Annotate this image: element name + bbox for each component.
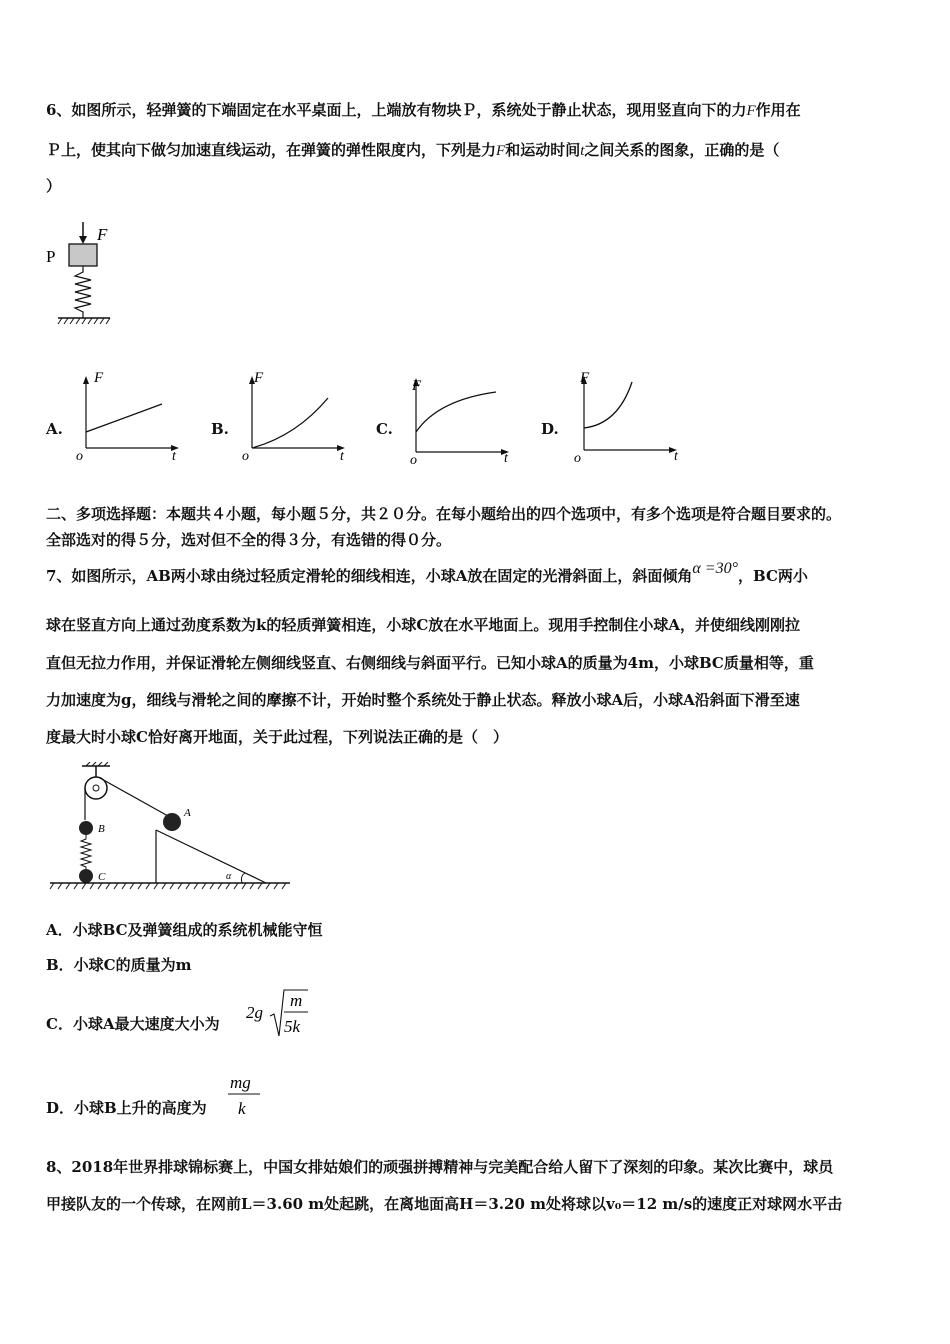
x-axis-label: t — [504, 451, 508, 465]
graph-curve — [584, 382, 632, 428]
q7-line-1-head: 7、如图所示，AB两小球由绕过轻质定滑轮的细线相连，小球A放在固定的光滑斜面上，斜面倾角 — [46, 567, 693, 585]
q6-option-a-label[interactable]: A. — [46, 420, 63, 438]
q8-line-1: 8、2018年世界排球锦标赛上，中国女排姑娘们的顽强拼搏精神与完美配合给人留下了深刻的印象。某次比赛中，球员 — [46, 1158, 834, 1176]
block-p — [69, 244, 97, 266]
q6-option-b-label[interactable]: B. — [211, 420, 229, 438]
string-right — [100, 778, 168, 816]
q6-option-b-graph — [236, 368, 351, 463]
q7-line-2: 球在竖直方向上通过劲度系数为k的轻质弹簧相连，小球C放在水平地面上。现用手控制住小球A，并使细线刚刚拉 — [46, 616, 800, 634]
ball-a — [163, 813, 181, 831]
q7-option-c[interactable] — [46, 1014, 220, 1034]
graph-curve — [416, 392, 496, 432]
formula-num: m — [290, 991, 303, 1010]
q6-option-d-graph — [568, 368, 688, 463]
q7-option-a[interactable]: A．小球BC及弹簧组成的系统机械能守恒 — [46, 921, 323, 939]
section2-line-1: 二、多项选择题：本题共４小题，每小题５分，共２０分。在每小题给出的四个选项中，有多个选项是符合题目要求的。 — [46, 505, 842, 523]
q6-option-c-label[interactable]: C. — [376, 420, 393, 438]
origin-label: o — [410, 453, 417, 465]
ground-hatch — [50, 883, 286, 889]
q7-option-c-text: C．小球A最大速度大小为 — [46, 1015, 220, 1033]
y-axis-label: F — [94, 370, 104, 386]
origin-label: o — [574, 451, 581, 463]
formula-den: k — [238, 1099, 246, 1118]
q6-line-2-tail: 之间关系的图象，正确的是（ — [584, 141, 780, 159]
q7-option-d[interactable] — [46, 1098, 207, 1118]
incline-slope — [156, 830, 266, 883]
ball-c-label: C — [98, 871, 106, 883]
q7-line-1-tail: ，BC两小 — [738, 567, 808, 585]
x-axis-label: t — [172, 449, 176, 463]
formula-coef: 2g — [246, 1003, 263, 1022]
formula-den: 5k — [284, 1017, 301, 1036]
y-axis-arrow — [83, 376, 89, 384]
spring-bc — [81, 835, 91, 870]
q6-line-1-tail: 作用在 — [755, 101, 801, 119]
ball-c — [79, 869, 93, 883]
ground-hatch — [58, 318, 110, 324]
q6-force-symbol: F — [746, 103, 756, 119]
q7-pulley-figure — [46, 762, 296, 892]
spring — [75, 266, 91, 318]
q6-spring-figure — [40, 220, 130, 335]
q6-option-c-graph — [400, 370, 520, 465]
graph-curve — [252, 398, 328, 448]
q7-line-1 — [46, 560, 808, 587]
q6-line-3: ） — [46, 177, 62, 195]
origin-label: o — [76, 449, 83, 463]
q7-option-c-formula — [246, 986, 316, 1042]
ball-b — [79, 821, 93, 835]
q6-option-d-label[interactable]: D. — [541, 420, 559, 438]
q6-line-2-head: Ｐ上，使其向下做匀加速直线运动，在弹簧的弹性限度内，下列是力 — [46, 141, 497, 159]
angle-arc — [241, 873, 245, 883]
graph-curve — [86, 404, 162, 432]
q6-option-a-graph — [70, 368, 185, 463]
section2-line-2: 全部选对的得５分，选对但不全的得３分，有选错的得０分。 — [46, 531, 452, 549]
formula-num: mg — [230, 1073, 251, 1092]
ball-b-label: B — [98, 823, 105, 835]
q6-line-1-text: 6、如图所示，轻弹簧的下端固定在水平桌面上，上端放有物块Ｐ，系统处于静止状态，现用竖直向下的力 — [46, 101, 747, 119]
angle-label: α — [226, 871, 232, 882]
origin-label: o — [242, 449, 249, 463]
ball-a-label: A — [184, 807, 191, 819]
y-axis-label: F — [580, 370, 590, 386]
block-label: P — [46, 247, 56, 266]
q7-option-b[interactable]: B．小球C的质量为m — [46, 956, 192, 974]
q8-line-2: 甲接队友的一个传球，在网前L＝3.60 m处起跳，在离地面高H＝3.20 m处将球以v₀＝12 m/s的速度正对球网水平击 — [46, 1195, 843, 1213]
q6-line-1 — [46, 100, 801, 121]
q6-time-symbol: t — [580, 143, 585, 159]
q6-line-2 — [46, 140, 779, 161]
x-axis-label: t — [340, 449, 344, 463]
x-axis-label: t — [674, 449, 678, 463]
y-axis-label: F — [254, 370, 264, 386]
q6-force-symbol-2: F — [496, 143, 506, 159]
y-axis-label: F — [412, 378, 422, 394]
pulley-axle — [93, 785, 99, 791]
q6-line-2-mid: 和运动时间 — [505, 141, 581, 159]
force-arrow-head — [79, 236, 87, 244]
q7-line-4: 力加速度为g，细线与滑轮之间的摩擦不计，开始时整个系统处于静止状态。释放小球A后，小球A沿斜面下滑至速 — [46, 691, 800, 709]
q7-line-3: 直但无拉力作用，并保证滑轮左侧细线竖直、右侧细线与斜面平行。已知小球A的质量为4m，小球BC质量相等，重 — [46, 654, 814, 672]
q7-option-d-formula — [226, 1070, 266, 1120]
q7-option-d-text: D．小球B上升的高度为 — [46, 1099, 207, 1117]
force-label: F — [97, 225, 108, 244]
q7-angle-expr: α =30° — [692, 560, 738, 577]
q7-line-5: 度最大时小球C恰好离开地面，关于此过程，下列说法正确的是（ ） — [46, 728, 508, 746]
